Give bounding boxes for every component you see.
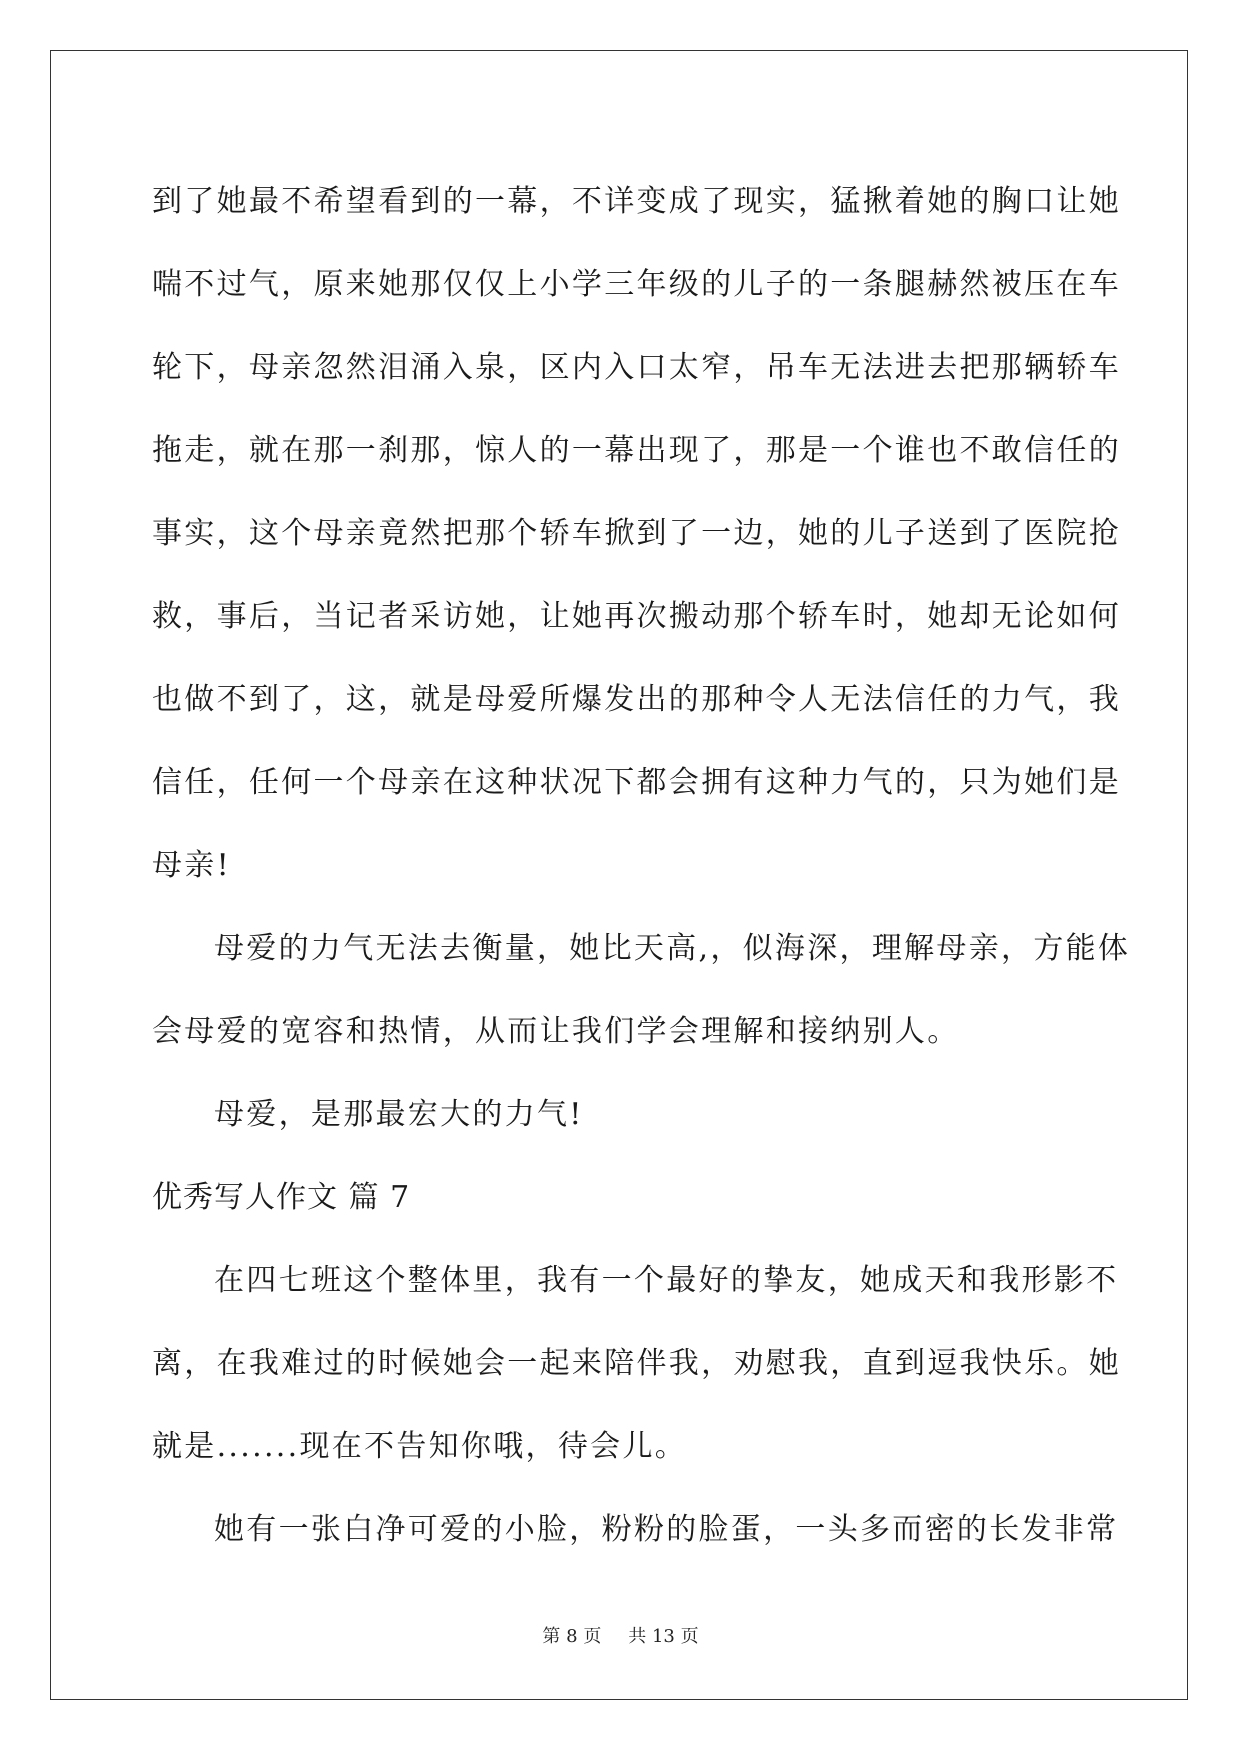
- paragraph-line: 离，在我难过的时候她会一起来陪伴我，劝慰我，直到逗我快乐。她: [152, 1346, 1121, 1381]
- page-number: 第 8 页: [542, 1626, 602, 1647]
- paragraph-line: 拖走，就在那一刹那，惊人的一幕出现了，那是一个谁也不敢信任的: [152, 433, 1121, 468]
- page-total: 共 13 页: [628, 1626, 699, 1647]
- paragraph-line: 母爱的力气无法去衡量，她比天高,，似海深，理解母亲，方能体: [214, 931, 1131, 966]
- page-footer: [0, 1622, 1241, 1648]
- paragraph-line: 会母爱的宽容和热情，从而让我们学会理解和接纳别人。: [152, 1014, 960, 1049]
- paragraph-line: 喘不过气，原来她那仅仅上小学三年级的儿子的一条腿赫然被压在车: [152, 267, 1121, 302]
- paragraph-line: 母亲!: [152, 848, 231, 883]
- paragraph-line: 救，事后，当记者采访她，让她再次搬动那个轿车时，她却无论如何: [152, 599, 1121, 634]
- paragraph-line: 就是.......现在不告知你哦，待会儿。: [152, 1429, 688, 1464]
- paragraph-line: 事实，这个母亲竟然把那个轿车掀到了一边，她的儿子送到了医院抢: [152, 516, 1121, 551]
- section-heading: 优秀写人作文 篇 7: [152, 1180, 411, 1215]
- document-body: [152, 160, 1131, 1571]
- paragraph-line: 她有一张白净可爱的小脸，粉粉的脸蛋，一头多而密的长发非常: [214, 1512, 1119, 1547]
- paragraph-line: 轮下，母亲忽然泪涌入泉，区内入口太窄，吊车无法进去把那辆轿车: [152, 350, 1121, 385]
- paragraph-line: 信任，任何一个母亲在这种状况下都会拥有这种力气的，只为她们是: [152, 765, 1121, 800]
- paragraph-line: 也做不到了，这，就是母爱所爆发出的那种令人无法信任的力气，我: [152, 682, 1121, 717]
- paragraph-line: 到了她最不希望看到的一幕，不详变成了现实，猛揪着她的胸口让她: [152, 184, 1121, 219]
- paragraph-line: 母爱，是那最宏大的力气!: [214, 1097, 584, 1132]
- paragraph-line: 在四七班这个整体里，我有一个最好的挚友，她成天和我形影不: [214, 1263, 1119, 1298]
